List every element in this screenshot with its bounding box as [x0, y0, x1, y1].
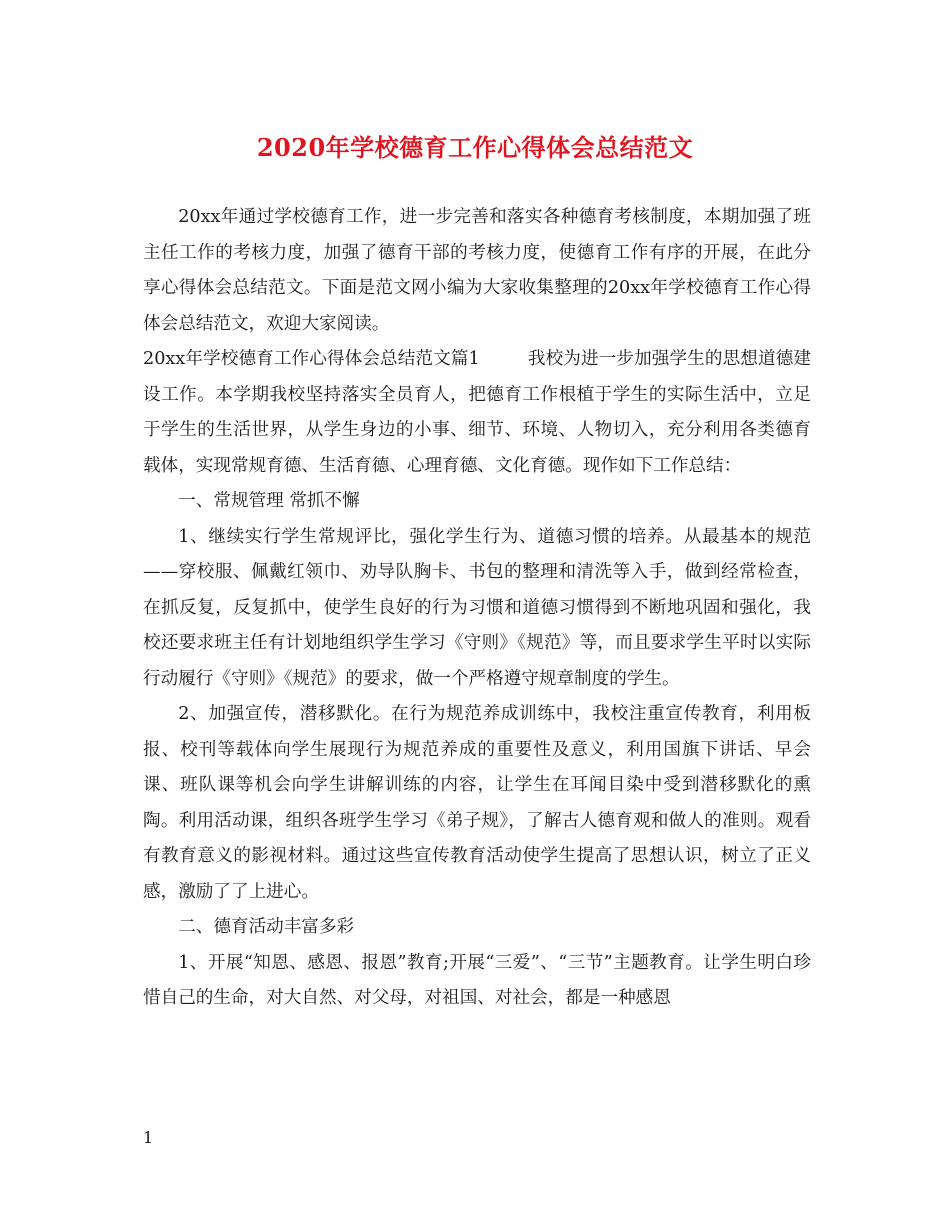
page-number: 1 — [143, 1128, 154, 1147]
section1-item1: 1、继续实行学生常规评比，强化学生行为、道德习惯的培养。从最基本的规范——穿校服、佩戴红领巾、劝导队胸卡、书包的整理和清洗等入手，做到经常检查，在抓反复，反复抓中，使学生良好的行为习惯和道德习惯得到不断地巩固和强化，我校还要求班主任有计划地组织学生学习《守则》《规范》等，而且要求学生平时以实际行动履行《守则》《规范》的要求，做一个严格遵守规章制度的学生。 — [143, 526, 811, 689]
article-paragraph — [143, 342, 811, 484]
article-lead: 我校为进一步加强学生的思想道德建设工作。本学期我校坚持落实全员育人，把德育工作根植于学生的实际生活中，立足于学生的生活世界，从学生身边的小事、细节、环境、人物切入，充分利用各类德育载体，实现常规育德、生活育德、心理育德、文化育德。现作如下工作总结： — [143, 349, 811, 476]
section2-heading: 二、德育活动丰富多彩 — [178, 917, 355, 937]
article-heading: 20xx年学校德育工作心得体会总结范文篇1 — [143, 349, 480, 369]
document-body — [143, 200, 811, 1017]
section1-item2: 2、加强宣传，潜移默化。在行为规范养成训练中，我校注重宣传教育，利用板报、校刊等载体向学生展现行为规范养成的重要性及意义，利用国旗下讲话、早会课、班队课等机会向学生讲解训练的内容，让学生在耳闻目染中受到潜移默化的熏陶。利用活动课，组织各班学生学习《弟子规》，了解古人德育观和做人的准则。观看有教育意义的影视材料。通过这些宣传教育活动使学生提高了思想认识，树立了正义感，激励了了上进心。 — [143, 704, 811, 902]
intro-paragraph: 20xx年通过学校德育工作，进一步完善和落实各种德育考核制度，本期加强了班主任工作的考核力度，加强了德育干部的考核力度，使德育工作有序的开展，在此分享心得体会总结范文。下面是范文网小编为大家收集整理的20xx年学校德育工作心得体会总结范文，欢迎大家阅读。 — [143, 207, 811, 334]
section1-heading: 一、常规管理 常抓不懈 — [178, 491, 360, 511]
section2-item1: 1、开展“知恩、感恩、报恩”教育;开展“三爱”、“三节”主题教育。让学生明白珍惜自己的生命，对大自然、对父母，对祖国、对社会，都是一种感恩 — [143, 952, 811, 1008]
document-title: 2020年学校德育工作心得体会总结范文 — [256, 133, 694, 162]
